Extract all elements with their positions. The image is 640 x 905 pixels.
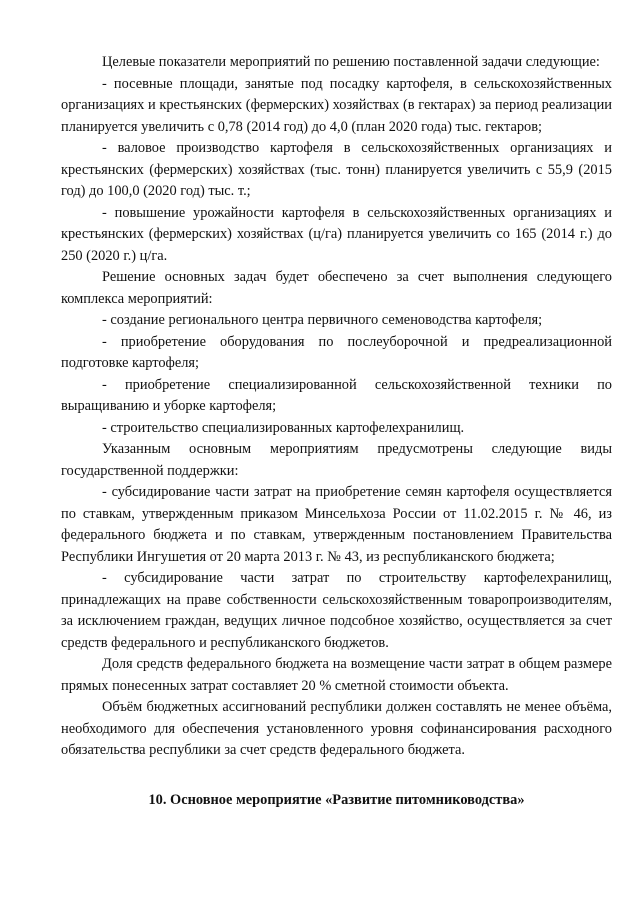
paragraph-measures-intro: Решение основных задач будет обеспечено за счет выполнения следующего комплекса мероприятий: [61, 269, 612, 307]
paragraph-machinery-purchase: - приобретение специализированной сельскохозяйственной техники по выращиванию и уборке картофеля; [61, 376, 612, 414]
paragraph-seed-center: - создание регионального центра первичного семеноводства картофеля; [102, 312, 543, 328]
paragraph-budget-allocations: Объём бюджетных ассигнований республики должен составлять не менее объёма, необходимого для обеспечения установленного уровня софинансирования расходного обязательства республики за счет средств федерального бюджета. [61, 699, 612, 758]
paragraph-target-indicators-intro: Целевые показатели мероприятий по решению поставленной задачи следующие: [102, 54, 600, 70]
paragraph-equipment-purchase: - приобретение оборудования по послеуборочной и предреализационной подготовке картофеля; [61, 333, 612, 371]
paragraph-yield-increase: - повышение урожайности картофеля в сельскохозяйственных организациях и крестьянских (фермерских) хозяйствах (ц/га) планируется увеличить со 165 (2014 г.) до 250 (2020 г.) ц/га. [61, 204, 612, 264]
section-heading: 10. Основное мероприятие «Развитие питомниководства» [148, 791, 525, 808]
paragraph-seed-subsidy: - субсидирование части затрат на приобретение семян картофеля осуществляется по ставкам, утвержденным приказом Минсельхоза России от 11.02.2015 г. № 46, из федерального бюджета и по ставкам, утвержденным постановлением Правительства Республики Ингушетия от 20 марта 2013 г. № 43, из республиканского бюджета; [61, 484, 612, 565]
paragraph-gross-production: - валовое производство картофеля в сельскохозяйственных организациях и крестьянских (фермерских) хозяйствах (тыс. тонн) планируется увеличить с 55,9 (2015 год) до 100,0 (2020 год) тыс. т.; [61, 140, 612, 199]
document-page [61, 52, 612, 811]
paragraph-federal-share: Доля средств федерального бюджета на возмещение части затрат в общем размере прямых понесенных затрат составляет 20 % сметной стоимости объекта. [61, 656, 612, 694]
paragraph-storage-subsidy: - субсидирование части затрат по строительству картофелехранилищ, принадлежащих на праве собственности сельскохозяйственным товаропроизводителям, за исключением граждан, ведущих личное подсобное хозяйство, осуществляется за счет средств федерального и республиканского бюджетов. [61, 570, 612, 651]
paragraph-storage-construction: - строительство специализированных картофелехранилищ. [102, 419, 465, 436]
paragraph-support-types-intro: Указанным основным мероприятиям предусмотрены следующие виды государственной поддержки: [61, 441, 612, 479]
paragraph-planting-area: - посевные площади, занятые под посадку картофеля, в сельскохозяйственных организациях и крестьянских (фермерских) хозяйствах (в гектарах) за период реализации планируется увеличить с 0,78 (2014 год) до 4,0 (план 2020 года) тыс. гектаров; [61, 75, 612, 135]
